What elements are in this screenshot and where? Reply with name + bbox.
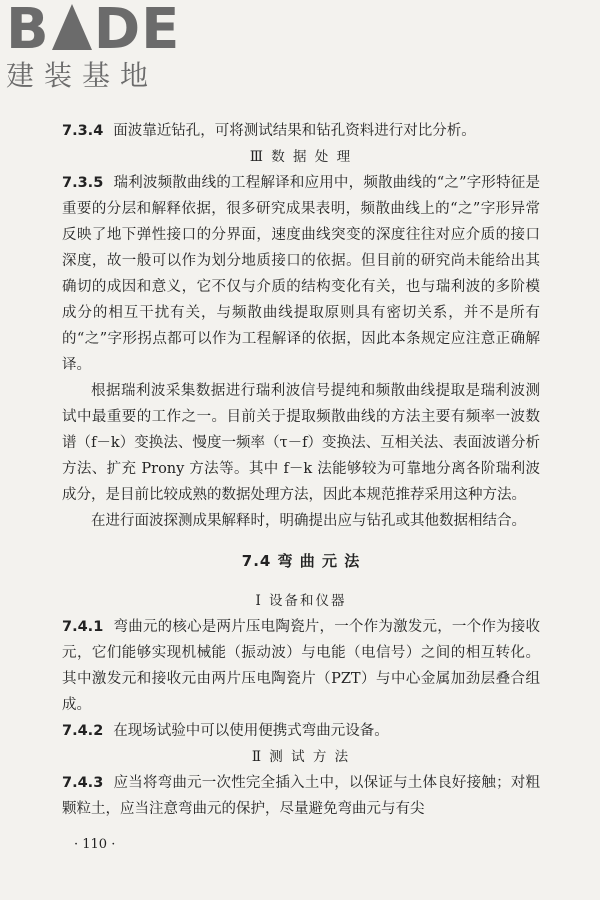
paragraph-dispersion-extraction: 根据瑞利波采集数据进行瑞利波信号提纯和频散曲线提取是瑞利波测试中最重要的工作之一。目前关于提取频散曲线的方法主要有频率一波数谱（f－k）变换法、慢度一频率（τ－f）变换法、互相关法、表面波谱分析方法、扩充 Prony 方法等。其中 f－k 法能够较为可靠地分离各阶瑞利波成分，是目前比较成熟的数据处理方法，因此本规范推荐采用这种方法。 (62, 383, 540, 503)
clause-text: 应当将弯曲元一次性完全插入土中，以保证与土体良好接触；对粗颗粒土，应当注意弯曲元的保护，尽量避免弯曲元与有尖 (62, 775, 540, 817)
section-title-7-4: 7.4 弯 曲 元 法 (241, 552, 361, 570)
paragraph-7-4-3 (62, 770, 540, 822)
paragraph-7-3-5 (62, 170, 540, 378)
logo-subtitle: 建装基地 (6, 59, 159, 92)
paragraph-interpretation: 在进行面波探测成果解释时，明确提出应与钻孔或其他数据相结合。 (91, 513, 526, 529)
subheading-equipment: Ⅰ 设备和仪器 (255, 593, 347, 609)
subheading-test-method: Ⅱ 测 试 方 法 (251, 749, 351, 765)
clause-text: 瑞利波频散曲线的工程解译和应用中，频散曲线的“之”字形特征是重要的分层和解释依据，很多研究成果表明，频散曲线上的“之”字形异常反映了地下弹性接口的分界面，速度曲线突变的深度往往对应介质的接口深度，故一般可以作为划分地质接口的依据。但目前的研究尚未能给出其确切的成因和意义，它不仅与介质的结构变化有关，也与瑞利波的多阶模成分的相互干扰有关，与频散曲线提取原则具有密切关系，并不是所有的“之”字形拐点都可以作为工程解译的依据，因此本条规定应注意正确解译。 (62, 175, 540, 373)
clause-number: 7.4.2 (62, 723, 104, 739)
brand-logo (6, 2, 180, 92)
clause-text: 弯曲元的核心是两片压电陶瓷片，一个作为激发元，一个作为接收元，它们能够实现机械能（振动波）与电能（电信号）之间的相互转化。其中激发元和接收元由两片压电陶瓷片（PZT）与中心金属加劲层叠合组成。 (62, 619, 540, 713)
paragraph-7-3-4 (62, 118, 540, 144)
logo-triangle-a-icon (52, 4, 92, 50)
clause-number: 7.3.4 (62, 123, 104, 139)
clause-number: 7.3.5 (62, 175, 104, 191)
clause-text: 在现场试验中可以使用便携式弯曲元设备。 (113, 723, 389, 739)
clause-text: 面波靠近钻孔，可将测试结果和钻孔资料进行对比分析。 (113, 123, 476, 139)
logo-wordmark: B DE (6, 0, 181, 62)
page-number: · 110 · (74, 837, 116, 852)
paragraph-7-4-2 (62, 718, 540, 744)
paragraph-7-4-1 (62, 614, 540, 718)
clause-number: 7.4.1 (62, 619, 104, 635)
subheading-data-processing: Ⅲ 数 据 处 理 (249, 149, 353, 165)
page-body (62, 118, 540, 822)
clause-number: 7.4.3 (62, 775, 104, 791)
